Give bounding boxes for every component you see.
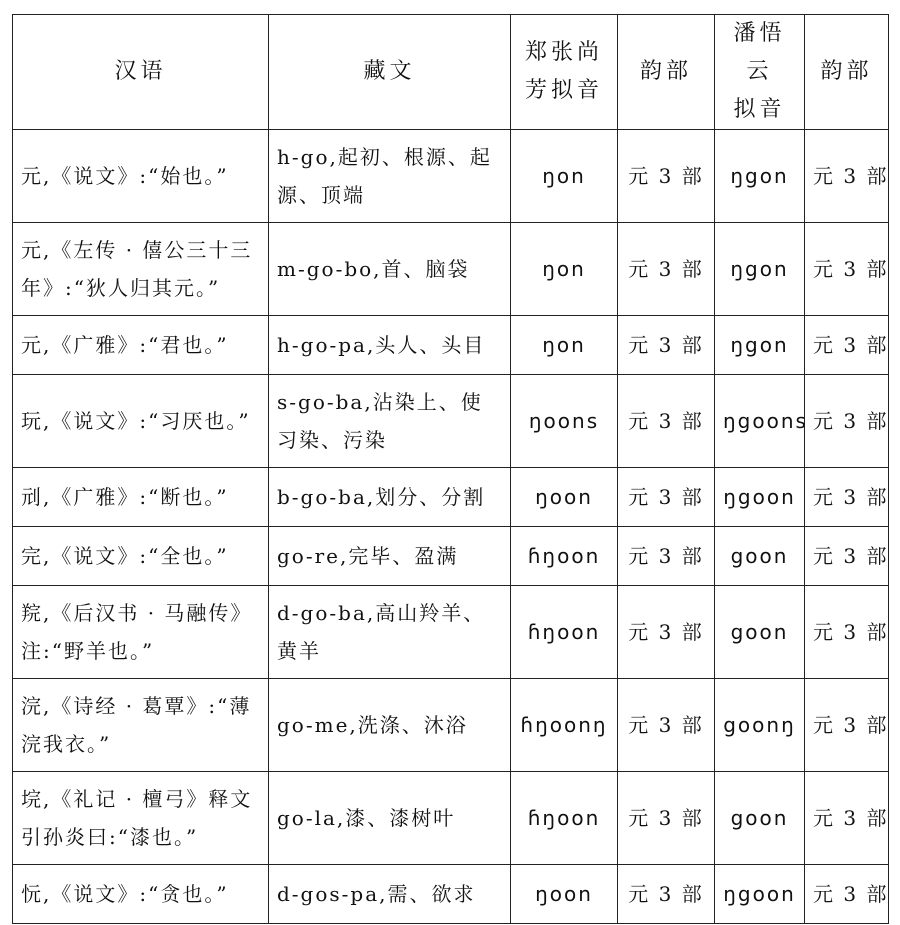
cell-rhyme-group: 元 3 部 [618,375,715,468]
cell-rhyme-group: 元 3 部 [805,316,889,375]
cell-rhyme-group: 元 3 部 [618,223,715,316]
cell-tibetan: s-go-ba,沾染上、使习染、污染 [269,375,511,468]
header-rhyme-group-1: 韵部 [618,15,715,130]
cell-chinese: 元,《广雅》:“君也。” [13,316,269,375]
cell-zheng-reconstruction: ɦŋoon [511,772,618,865]
table-row [13,316,889,375]
cell-rhyme-group: 元 3 部 [618,772,715,865]
cell-rhyme-group: 元 3 部 [805,130,889,223]
cell-zheng-reconstruction: ŋoon [511,865,618,924]
header-row [13,15,889,130]
header-zheng-reconstruction [511,15,618,130]
cell-chinese: 完,《说文》:“全也。” [13,527,269,586]
table-row [13,223,889,316]
cell-pan-reconstruction: goonŋ [715,679,805,772]
table-row [13,468,889,527]
header-pan-line2: 拟音 [733,97,786,122]
cell-zheng-reconstruction: ŋon [511,130,618,223]
table-row [13,772,889,865]
cell-pan-reconstruction: ŋgon [715,316,805,375]
table-row [13,679,889,772]
cell-tibetan: d-gos-pa,需、欲求 [269,865,511,924]
table-row [13,865,889,924]
cell-zheng-reconstruction: ŋoons [511,375,618,468]
header-chinese: 汉语 [13,15,269,130]
cell-rhyme-group: 元 3 部 [805,223,889,316]
table-row [13,375,889,468]
cell-rhyme-group: 元 3 部 [805,772,889,865]
header-tibetan: 藏文 [269,15,511,130]
cell-tibetan: d-go-ba,高山羚羊、黄羊 [269,586,511,679]
cell-tibetan: m-go-bo,首、脑袋 [269,223,511,316]
cell-rhyme-group: 元 3 部 [618,130,715,223]
cell-chinese: 刓,《广雅》:“断也。” [13,468,269,527]
cell-tibetan: go-la,漆、漆树叶 [269,772,511,865]
cell-rhyme-group: 元 3 部 [618,586,715,679]
cell-chinese: 浣,《诗经 · 葛覃》:“薄浣我衣。” [13,679,269,772]
header-pan-reconstruction [715,15,805,130]
cell-pan-reconstruction: ŋgon [715,130,805,223]
cell-tibetan: go-re,完毕、盈满 [269,527,511,586]
cell-zheng-reconstruction: ŋoon [511,468,618,527]
table-row [13,130,889,223]
cell-pan-reconstruction: ŋgoons [715,375,805,468]
cell-zheng-reconstruction: ŋon [511,316,618,375]
table-row [13,527,889,586]
cell-rhyme-group: 元 3 部 [618,316,715,375]
cell-tibetan: h-go-pa,头人、头目 [269,316,511,375]
cell-pan-reconstruction: ŋgoon [715,468,805,527]
table-row [13,586,889,679]
cell-chinese: 垸,《礼记 · 檀弓》释文引孙炎曰:“漆也。” [13,772,269,865]
cell-rhyme-group: 元 3 部 [805,679,889,772]
header-zheng-line2: 芳拟音 [524,78,603,103]
cell-tibetan: h-go,起初、根源、起源、顶端 [269,130,511,223]
cell-rhyme-group: 元 3 部 [618,527,715,586]
cell-chinese: 羦,《后汉书 · 马融传》注:“野羊也。” [13,586,269,679]
cell-rhyme-group: 元 3 部 [805,375,889,468]
cell-zheng-reconstruction: ɦŋoon [511,586,618,679]
header-zheng-line1: 郑张尚 [524,40,603,65]
cell-rhyme-group: 元 3 部 [805,468,889,527]
cell-pan-reconstruction: ŋgoon [715,865,805,924]
cell-tibetan: go-me,洗涤、沐浴 [269,679,511,772]
cell-pan-reconstruction: ŋgon [715,223,805,316]
cell-pan-reconstruction: goon [715,527,805,586]
cell-rhyme-group: 元 3 部 [805,527,889,586]
cell-zheng-reconstruction: ɦŋoonŋ [511,679,618,772]
header-pan-line1: 潘悟云 [733,21,786,84]
cell-chinese: 忨,《说文》:“贪也。” [13,865,269,924]
cell-chinese: 元,《说文》:“始也。” [13,130,269,223]
cell-rhyme-group: 元 3 部 [618,865,715,924]
cell-zheng-reconstruction: ŋon [511,223,618,316]
cell-rhyme-group: 元 3 部 [618,679,715,772]
cell-pan-reconstruction: goon [715,586,805,679]
cognate-comparison-table [12,14,889,924]
cell-rhyme-group: 元 3 部 [805,586,889,679]
cell-pan-reconstruction: goon [715,772,805,865]
cell-rhyme-group: 元 3 部 [618,468,715,527]
cell-tibetan: b-go-ba,划分、分割 [269,468,511,527]
cell-rhyme-group: 元 3 部 [805,865,889,924]
header-rhyme-group-2: 韵部 [805,15,889,130]
cell-chinese: 玩,《说文》:“习厌也。” [13,375,269,468]
cell-zheng-reconstruction: ɦŋoon [511,527,618,586]
cell-chinese: 元,《左传 · 僖公三十三年》:“狄人归其元。” [13,223,269,316]
